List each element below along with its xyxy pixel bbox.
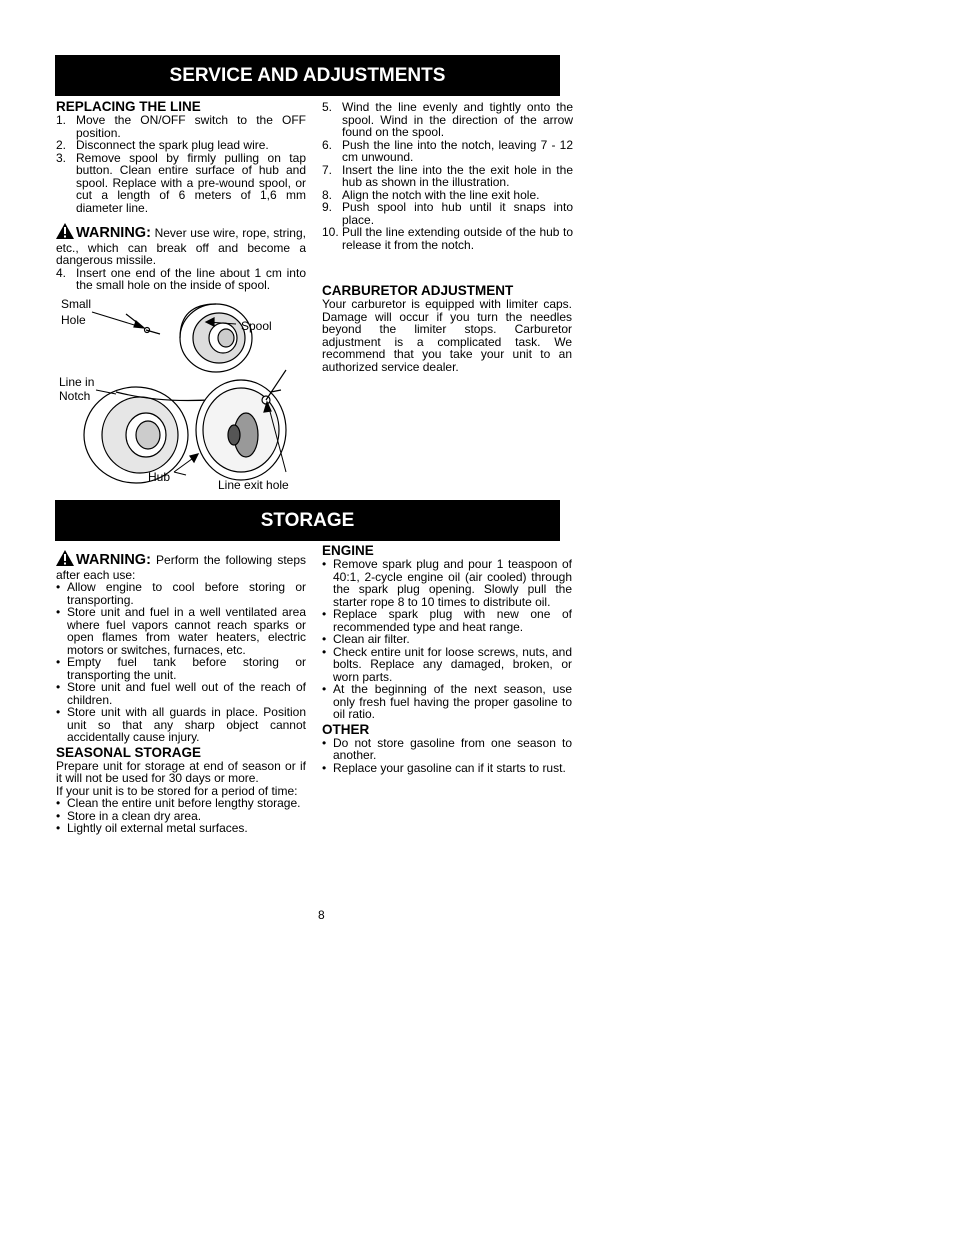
service-title: SERVICE AND ADJUSTMENTS [169, 64, 446, 86]
list-item: • Store unit and fuel well out of the reach of children. [56, 680, 306, 707]
list-item: • Clean the entire unit before lengthy storage. [56, 796, 301, 810]
warning-label: WARNING: [76, 225, 151, 241]
storage-banner [55, 500, 560, 541]
list-item: • At the beginning of the next season, use only fresh fuel having the proper gasoline to oil ratio. [322, 682, 572, 721]
label-hub: Hub [148, 470, 171, 484]
replacing-section [56, 100, 306, 292]
list-item: • Check entire unit for loose screws, nuts, and bolts. Replace any damaged, broken, or worn parts. [322, 644, 572, 684]
warning-triangle-icon [56, 550, 74, 569]
warning-triangle-icon [56, 223, 74, 242]
list-item: 5. Wind the line evenly and tightly onto the spool. Wind in the direction of the arrow found on the spool. [322, 100, 573, 139]
page-number: 8 [318, 908, 325, 922]
other-heading: OTHER [322, 721, 370, 737]
list-item: • Store in a clean dry area. [56, 808, 202, 823]
carburetor-text: Your carburetor is equipped with limiter caps. Damage will occur if you turn the needles beyond the limiter stops. Carburetor adjustment is a complicated task. We recommend that you take your unit to an authorized service dealer. [322, 297, 572, 374]
list-item: • Do not store gasoline from one season to another. [322, 735, 572, 762]
warning-paragraph [56, 223, 306, 267]
label-hole: Hole [61, 313, 86, 327]
label-spool: Spool [241, 319, 272, 333]
label-notch: Notch [59, 389, 91, 403]
warning-text: Never use wire, rope, string, etc., which can break off and become a dangerous missile. [56, 226, 306, 267]
replacing-heading: REPLACING THE LINE [56, 99, 201, 114]
list-item: 3. Remove spool by firmly pulling on tap button. Clean entire surface of hub and spool. Replace with a pre-wound spool, or cut a length of 6 meters of 1,6 mm diameter line. [56, 150, 306, 215]
list-item: • Store unit with all guards in place. Position unit so that any sharp object cannot accidentally cause injury. [56, 705, 306, 744]
seasonal-p2: If your unit is to be stored for a period of time: [56, 783, 298, 798]
step4-list [56, 267, 306, 292]
seasonal-bullets [56, 797, 306, 835]
storage-title: STORAGE [260, 509, 355, 531]
list-item: • Clean air filter. [322, 632, 410, 646]
warning-text: Perform the following steps after each use: [56, 553, 306, 582]
other-bullets [322, 737, 572, 775]
list-item: • Remove spark plug and pour 1 teaspoon of 40:1, 2-cycle engine oil (air cooled) through the spark plug opening. Slowly pull the starter rope 8 to 10 times to distribute oil. [322, 557, 572, 609]
engine-heading: ENGINE [322, 543, 374, 558]
list-item: • Empty fuel tank before storing or transporting the unit. [56, 655, 306, 682]
list-item: • Lightly oil external metal surfaces. [56, 821, 248, 835]
carburetor-heading: CARBURETOR ADJUSTMENT [322, 283, 514, 298]
list-item: • Replace spark plug with new one of recommended type and heat range. [322, 607, 572, 634]
list-item: 7. Insert the line into the the exit hole in the hub as shown in the illustration. [322, 162, 573, 189]
engine-bullets [322, 558, 572, 721]
carburetor-section [322, 284, 572, 373]
steps-b-section [322, 101, 573, 251]
storage-warning-paragraph [56, 550, 306, 581]
storage-left-section [56, 550, 306, 835]
warning-label: WARNING: [76, 552, 151, 568]
label-line-in: Line in [59, 375, 95, 389]
steps-a-list [56, 114, 306, 214]
storage-bullets [56, 581, 306, 744]
storage-right-section [322, 544, 572, 774]
list-item: 9. Push spool into hub until it snaps into place. [322, 200, 573, 227]
list-item: 6. Push the line into the notch, leaving 7 - 12 cm unwound. [322, 137, 573, 164]
list-item: • Replace your gasoline can if it starts to rust. [322, 760, 566, 775]
list-item: 4. Insert one end of the line about 1 cm into the small hole on the inside of spool. [56, 265, 306, 292]
seasonal-p1: Prepare unit for storage at end of season or if it will not be used for 30 days or more. [56, 758, 306, 785]
seasonal-heading: SEASONAL STORAGE [56, 744, 202, 760]
service-banner [55, 55, 560, 96]
list-item: 8. Align the notch with the line exit hole. [322, 187, 540, 202]
list-item: 10. Pull the line extending outside of the hub to release it from the notch. [322, 225, 573, 252]
steps-b-list [322, 101, 573, 251]
label-line-exit-hole: Line exit hole [218, 478, 289, 492]
list-item: 2. Disconnect the spark plug lead wire. [56, 138, 269, 152]
label-small: Small [61, 297, 92, 311]
list-item: • Store unit and fuel in a well ventilated area where fuel vapors cannot reach sparks or open flames from water heaters, electric motors or switches, furnaces, etc. [56, 605, 306, 657]
list-item: • Allow engine to cool before storing or transporting. [56, 580, 306, 607]
list-item: 1. Move the ON/OFF switch to the OFF position. [56, 113, 306, 140]
